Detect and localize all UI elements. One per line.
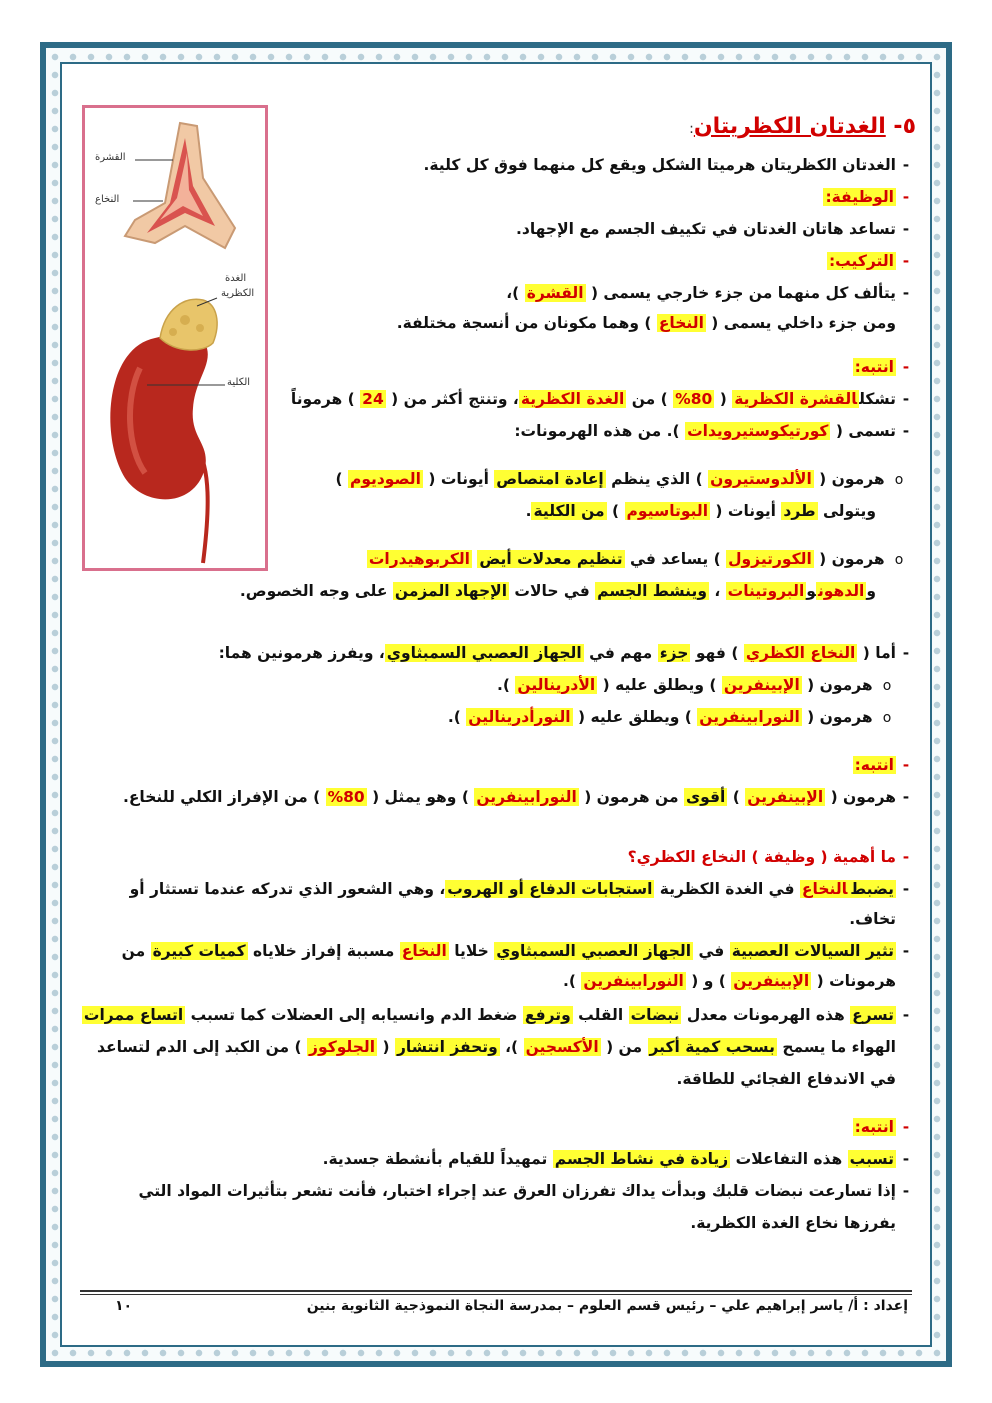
hl: يضبط — [851, 880, 894, 898]
hl: تسبب — [849, 1150, 894, 1168]
t: و — [806, 582, 816, 600]
bullet-cortisol-2 — [240, 582, 876, 600]
t: ، ويفرز هرمونين هما: — [218, 644, 385, 662]
t: ضغط الدم وانسيابه إلى العضلات كما تسبب — [190, 1006, 518, 1024]
hl: النخاع — [801, 880, 848, 898]
t: هرمون ( — [830, 788, 896, 806]
t: تخاف. — [849, 910, 896, 928]
t: أيونات ( — [428, 470, 489, 488]
line-func: -الوظيفة: — [825, 188, 910, 206]
hl: الإبينفرين — [723, 676, 800, 694]
adrenal-kidney-illustration — [85, 108, 265, 568]
footer-divider — [80, 1290, 912, 1292]
line-6 — [397, 314, 896, 332]
t: الهواء ما يسمح — [782, 1038, 896, 1056]
t: يفرزها نخاع الغدة الكظرية. — [690, 1214, 896, 1232]
title-colon: : — [689, 121, 694, 137]
hl: الكربوهيدرات — [368, 550, 470, 568]
hl: نبضات — [630, 1006, 680, 1024]
bullet-epinephrine: o هرمون ( الإبينفرين ) ويطلق عليه ( الأدرينالين ). — [497, 676, 892, 694]
note-label: انتبه: — [854, 1118, 894, 1136]
hl: أقوى — [685, 788, 726, 806]
label-medulla: النخاع — [95, 194, 120, 205]
line-1: -الغدتان الكظريتان هرميتا الشكل ويقع كل منهما فوق كل كلية. — [423, 156, 910, 174]
t: مسببة إفراز خلاياه — [253, 942, 395, 960]
hl: الإبينفرين — [747, 788, 824, 806]
question-text: ما أهمية ( وظيفة ) النخاع الكظري؟ — [627, 848, 896, 866]
t: من ( — [606, 1038, 643, 1056]
hl: الأدرينالين — [517, 676, 596, 694]
text: الغدتان الكظريتان هرميتا الشكل ويقع كل منهما فوق كل كلية. — [423, 156, 896, 174]
hl: تنظيم معدلات أيض — [479, 550, 623, 568]
para-2b — [563, 972, 896, 990]
hl: اتساع ممرات — [83, 1006, 184, 1024]
t: من هرمون ( — [584, 788, 679, 806]
t: ) يساعد في — [630, 550, 721, 568]
t: ) وهو يمثل ( — [372, 788, 469, 806]
t: هرمونات ( — [816, 972, 896, 990]
t: ) و ( — [691, 972, 726, 990]
line-struct: -التركيب: — [828, 252, 910, 270]
line-note2: -هرمون ( الإبينفرين ) أقوى من هرمون ( النورابينفرين ) وهو يمثل ( 80% ) من الإفراز الكلي للنخاع. — [122, 788, 910, 806]
hl: النخاع — [401, 942, 447, 960]
line-9: -تسمى ( كورتيكوستيرويدات ). من هذه الهرمونات: — [514, 422, 910, 440]
t: مهم في — [589, 644, 653, 662]
line-5: -يتألف كل منهما من جزء خارجي يسمى ( القشرة )، — [506, 284, 910, 302]
t: تمهيداً للقيام بأنشطة جسدية. — [322, 1150, 548, 1168]
label-cortex: القشرة — [95, 152, 126, 163]
hl: تسرع — [852, 1006, 894, 1024]
adrenal-gland-figure — [82, 105, 268, 571]
hl: الإبينفرين — [733, 972, 810, 990]
hl: تثير السيالات العصبية — [731, 942, 894, 960]
note-label: انتبه: — [854, 756, 894, 774]
t: تسمى ( — [835, 422, 896, 440]
t: ). — [447, 708, 461, 726]
struct-label: التركيب: — [828, 252, 894, 270]
hl: جزء — [659, 644, 689, 662]
bullet-aldosterone: o هرمون ( الألدوستيرون ) الذي ينظم إعادة امتصاص أيونات ( الصوديوم ) — [335, 470, 904, 488]
t: ومن جزء داخلي يسمى ( — [711, 314, 896, 332]
bullet-aldosterone-2 — [526, 502, 876, 520]
t: من هذه الهرمونات: — [514, 422, 662, 440]
hl: 80% — [327, 788, 365, 806]
t: هرمون ( — [819, 470, 885, 488]
hl: الدهون — [817, 582, 865, 600]
hl: كميات كبيرة — [152, 942, 246, 960]
para-3: -تسرع هذه الهرمونات معدل نبضات القلب وترفع ضغط الدم وانسيابه إلى العضلات كما تسبب اتساع ممرات — [83, 1006, 910, 1024]
hl: 24 — [362, 390, 384, 408]
hl: القشرة الكظرية — [734, 390, 858, 408]
t: ) من — [631, 390, 668, 408]
note-2: -انتبه: — [854, 756, 910, 774]
t: و — [866, 582, 876, 600]
hl: النخاع — [658, 314, 704, 332]
hl: الصوديوم — [349, 470, 421, 488]
t: القلب — [578, 1006, 624, 1024]
t: ) وهما مكونان من أنسجة مختلفة. — [396, 314, 652, 332]
t: إذا تسارعت نبضات قلبك وبدأت يداك تفرزان العرق عند إجراء اختبار، فأنت تشعر بتأثيرات المواد التي — [138, 1182, 896, 1200]
t: ، — [714, 582, 721, 600]
hl: الغدة الكظرية — [520, 390, 625, 408]
t: على وجه الخصوص. — [239, 582, 388, 600]
note-label: انتبه: — [854, 358, 894, 376]
t: في — [698, 942, 725, 960]
t: ، وتنتج أكثر من ( — [391, 390, 519, 408]
text: تساعد هاتان الغدتان في تكييف الجسم مع الإجهاد. — [516, 220, 896, 238]
line-medulla: -أما ( النخاع الكظري ) فهو جزء مهم في الجهاز العصبي السمبثاوي، ويفرز هرمونين هما: — [218, 644, 910, 662]
para-3c — [677, 1070, 897, 1088]
t: ( — [382, 1038, 390, 1056]
hl: الجهاز العصبي السمبثاوي — [496, 942, 692, 960]
hl: زيادة في نشاط الجسم — [554, 1150, 729, 1168]
t: من — [121, 942, 146, 960]
line-3: -تساعد هاتان الغدتان في تكييف الجسم مع الإجهاد. — [516, 220, 910, 238]
t: ) ويطلق عليه ( — [602, 676, 717, 694]
t: ( — [719, 390, 727, 408]
note-1: -انتبه: — [854, 358, 910, 376]
t: هذه الهرمونات معدل — [686, 1006, 845, 1024]
footer-divider-2 — [80, 1294, 912, 1295]
t: ) فهو — [695, 644, 739, 662]
para-3b — [97, 1038, 896, 1056]
t: ). — [497, 676, 510, 694]
hl: بسحب كمية أكبر — [649, 1038, 775, 1056]
t: أما ( — [862, 644, 896, 662]
section-title — [689, 114, 916, 139]
t: هرمون ( — [819, 550, 885, 568]
hl: من الكلية — [533, 502, 605, 520]
t: )، — [505, 1038, 519, 1056]
effect-1: -تسبب هذه التفاعلات زيادة في نشاط الجسم تمهيداً للقيام بأنشطة جسدية. — [322, 1150, 910, 1168]
title-number: ٥- — [893, 114, 916, 139]
hl: إعادة امتصاص — [496, 470, 604, 488]
t: ) الذي ينظم — [611, 470, 703, 488]
hl: الألدوستيرون — [710, 470, 812, 488]
effect-2: -إذا تسارعت نبضات قلبك وبدأت يداك تفرزان العرق عند إجراء اختبار، فأنت تشعر بتأثيرات المواد التي — [138, 1182, 910, 1200]
t: تشكل — [859, 390, 896, 408]
line-8: -تشكلالقشرة الكظرية ( 80% ) من الغدة الكظرية، وتنتج أكثر من ( 24 ) هرموناً — [290, 390, 910, 408]
t: . — [525, 502, 532, 520]
t: )، — [506, 284, 520, 302]
para-1: -يضبطالنخاع في الغدة الكظرية استجابات الدفاع أو الهروب، وهي الشعور الذي تدركه عندما تستثار أو — [129, 880, 910, 898]
t: في الغدة الكظرية — [659, 880, 795, 898]
hl: النخاع الكظري — [745, 644, 856, 662]
t: في حالات — [514, 582, 590, 600]
hl: النورابينفرين — [583, 972, 684, 990]
hl: وينشط الجسم — [597, 582, 707, 600]
t: هرمون ( — [807, 676, 873, 694]
t: ويتولى — [822, 502, 876, 520]
question: -ما أهمية ( وظيفة ) النخاع الكظري؟ — [627, 848, 910, 866]
hl: استجابات الدفاع أو الهروب — [447, 880, 653, 898]
hl: الكورتيزول — [728, 550, 812, 568]
t: ). — [666, 422, 680, 440]
t: ) ويطلق عليه ( — [578, 708, 692, 726]
t: ، وهي الشعور الذي تدركه عندما تستثار أو — [129, 880, 446, 898]
para-2: -تثير السيالات العصبية في الجهاز العصبي السمبثاوي خلايا النخاع مسببة إفراز خلاياه كميات كبيرة من — [121, 942, 910, 960]
hl: البروتينات — [727, 582, 805, 600]
func-label: الوظيفة: — [825, 188, 894, 206]
t: ). — [563, 972, 576, 990]
t: أيونات ( — [715, 502, 776, 520]
hl: الأكسجين — [525, 1038, 599, 1056]
t: ) — [612, 502, 620, 520]
label-gland-adrenal: الكظرية — [221, 288, 255, 299]
hl: طرد — [783, 502, 816, 520]
label-gland: الغدة — [225, 273, 247, 284]
hl: النورأدرينالين — [468, 708, 571, 726]
para-1b — [849, 910, 896, 928]
bullet-cortisol: o هرمون ( الكورتيزول ) يساعد في تنظيم معدلات أيض الكربوهيدرات — [368, 550, 904, 568]
hl: الجهاز العصبي السمبثاوي — [386, 644, 582, 662]
hl: النورابينفرين — [476, 788, 577, 806]
t: خلايا — [454, 942, 489, 960]
hl: القشرة — [526, 284, 584, 302]
title-text: الغدتان الكظريتان — [693, 114, 886, 139]
t: هرمون ( — [807, 708, 873, 726]
hl: الجلوكوز — [309, 1038, 376, 1056]
hl: البوتاسيوم — [626, 502, 709, 520]
page-number: ١٠ — [115, 1298, 133, 1314]
t: ) من الكبد إلى الدم لتساعد — [97, 1038, 302, 1056]
hl: الإجهاد المزمن — [394, 582, 508, 600]
label-kidney: الكلية — [227, 377, 251, 388]
hl: 80% — [675, 390, 713, 408]
hl: وتحفز انتشار — [396, 1038, 498, 1056]
footer-credit: إعداد : أ/ ياسر إبراهيم علي – رئيس قسم العلوم – بمدرسة النجاة النموذجية الثانوية بنين — [306, 1298, 908, 1314]
hl: كورتيكوستيرويدات — [687, 422, 829, 440]
note-3: -انتبه: — [854, 1118, 910, 1136]
t: ) — [732, 788, 740, 806]
t: ) — [335, 470, 343, 488]
hl: وترفع — [524, 1006, 571, 1024]
t: هذه التفاعلات — [735, 1150, 843, 1168]
hl: النورابينفرين — [699, 708, 800, 726]
t: ) هرموناً — [290, 390, 355, 408]
t: ) من الإفراز الكلي للنخاع. — [122, 788, 321, 806]
bullet-norepinephrine: o هرمون ( النورابينفرين ) ويطلق عليه ( النورأدرينالين ). — [447, 708, 892, 726]
t: يتألف كل منهما من جزء خارجي يسمى ( — [590, 284, 896, 302]
effect-2b — [690, 1214, 896, 1232]
t: في الاندفاع الفجائي للطاقة. — [676, 1070, 896, 1088]
